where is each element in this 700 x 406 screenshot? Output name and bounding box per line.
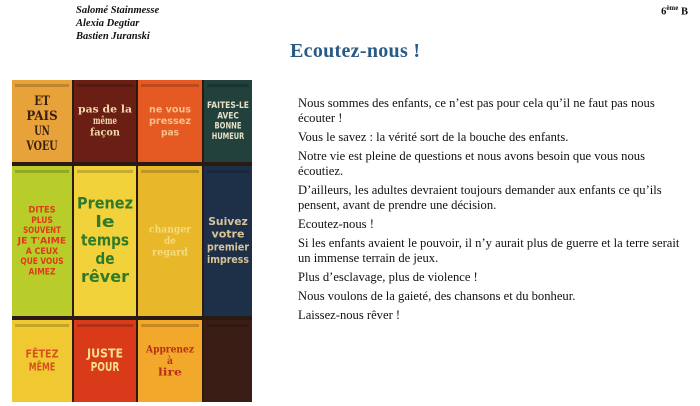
- book-spine-band: [207, 324, 249, 327]
- book-spine-text: MÊME: [28, 360, 56, 374]
- paragraph: Ecoutez-nous !: [298, 217, 374, 231]
- book-spine: [74, 80, 136, 162]
- book-spine-band: [141, 324, 199, 327]
- book-spine-band: [207, 84, 249, 87]
- book-spine-text: Apprenez: [145, 344, 195, 356]
- class-label: [661, 4, 688, 18]
- book-spine-band: [15, 170, 69, 173]
- book-spine-text: Suivez: [208, 215, 248, 229]
- book-spine-text: pas: [161, 127, 180, 139]
- book-spine-text: FÊTEZ: [25, 347, 59, 361]
- book-spine-text: A CEUX: [25, 246, 59, 257]
- book-spine: [138, 80, 202, 162]
- book-spine-text: POUR: [90, 360, 120, 375]
- book-spine-text: UN: [34, 123, 50, 139]
- paragraph: Nous voulons de la gaieté, des chansons et du bonheur.: [298, 289, 576, 303]
- book-spine-text: temps: [81, 230, 129, 250]
- book-spine-text: AIMEZ: [28, 267, 56, 278]
- book-spine-text: DITES: [28, 205, 56, 216]
- author-name: Alexia Degtiar: [76, 18, 140, 29]
- book-spine-text: même: [93, 115, 117, 127]
- author-name: Bastien Juranski: [76, 31, 150, 42]
- book-spine-text: VOEU: [25, 138, 59, 154]
- class-letter: B: [680, 6, 688, 18]
- page-title: Ecoutez-nous !: [290, 40, 421, 62]
- book-spine-band: [141, 84, 199, 87]
- book-spine-band: [15, 324, 69, 327]
- book-spine-text: lire: [158, 367, 182, 379]
- book-spine-text: impress: [207, 253, 250, 266]
- book-spine-band: [15, 84, 69, 87]
- book-spine: [12, 166, 72, 316]
- book-spine-text: changer: [149, 224, 192, 236]
- book-spine-text: de: [164, 235, 176, 247]
- book-spine: [204, 166, 252, 316]
- book-spine-text: AVEC: [217, 111, 240, 122]
- book-spine-text: ET: [34, 94, 51, 110]
- class-number: 6: [661, 6, 667, 18]
- book-spine-band: [207, 170, 249, 173]
- book-spine-text: premier: [207, 240, 250, 254]
- book-spine-text: PAIS: [26, 109, 58, 124]
- book-spine-text: façon: [90, 127, 121, 139]
- book-spine-text: votre: [211, 227, 245, 241]
- paragraph: Laissez-nous rêver !: [298, 308, 401, 322]
- book-spine: [74, 320, 136, 402]
- book-spine-text: ne vous: [149, 104, 192, 116]
- book-spine-text: SOUVENT: [23, 226, 62, 237]
- paragraph: Si les enfants avaient le pouvoir, il n’y aurait plus de guerre et la terre serait un immense terrain de jeux.: [298, 236, 680, 265]
- paragraph: Plus d’esclavage, plus de violence !: [298, 270, 478, 284]
- book-spine: [74, 166, 136, 316]
- class-sup: ème: [666, 4, 679, 12]
- book-spine-text: BONNE: [214, 121, 242, 132]
- book-spines-illustration: [12, 80, 252, 402]
- book-spine: [204, 320, 252, 402]
- book-spine-text: à: [167, 355, 174, 367]
- book-spine: [138, 320, 202, 402]
- book-spine-text: Prenez: [77, 193, 133, 213]
- book-spine-text: QUE VOUS: [20, 257, 64, 268]
- article-body: [298, 96, 683, 327]
- book-spine-cover: [204, 320, 252, 402]
- book-spine-band: [77, 84, 133, 87]
- paragraph: Nous sommes des enfants, ce n’est pas pour cela qu’il ne faut pas nous écouter !: [298, 96, 655, 125]
- author-name: Salomé Stainmesse: [76, 5, 160, 16]
- book-spine-band: [77, 170, 133, 173]
- book-spine-text: HUMEUR: [211, 132, 245, 142]
- book-spine: [138, 166, 202, 316]
- book-spine-text: rêver: [81, 267, 130, 287]
- book-spine-text: pressez: [149, 115, 192, 127]
- book-spine-text: JE T'AIME: [16, 236, 67, 247]
- book-spine-band: [77, 324, 133, 327]
- book-spine: [12, 80, 72, 162]
- book-spine-text: PLUS: [31, 215, 53, 226]
- authors-block: [76, 4, 159, 43]
- book-spine-text: FAITES-LE: [207, 100, 249, 111]
- paragraph: Notre vie est pleine de questions et nous avons besoin que vous nous écoutiez.: [298, 149, 645, 178]
- book-spine-text: le: [95, 212, 115, 231]
- paragraph: Vous le savez : la vérité sort de la bouche des enfants.: [298, 130, 569, 144]
- paragraph: D’ailleurs, les adultes devraient toujours demander aux enfants ce qu’ils pensent, avant de prendre une décision.: [298, 183, 662, 212]
- book-spine-text: de: [95, 248, 115, 268]
- book-spine-text: pas de la: [78, 104, 133, 116]
- book-spines-photo: [12, 80, 252, 402]
- book-spine: [204, 80, 252, 162]
- book-spine-band: [141, 170, 199, 173]
- book-spine: [12, 320, 72, 402]
- book-spine-text: regard: [152, 247, 188, 259]
- book-spine-text: JUSTE: [86, 346, 123, 361]
